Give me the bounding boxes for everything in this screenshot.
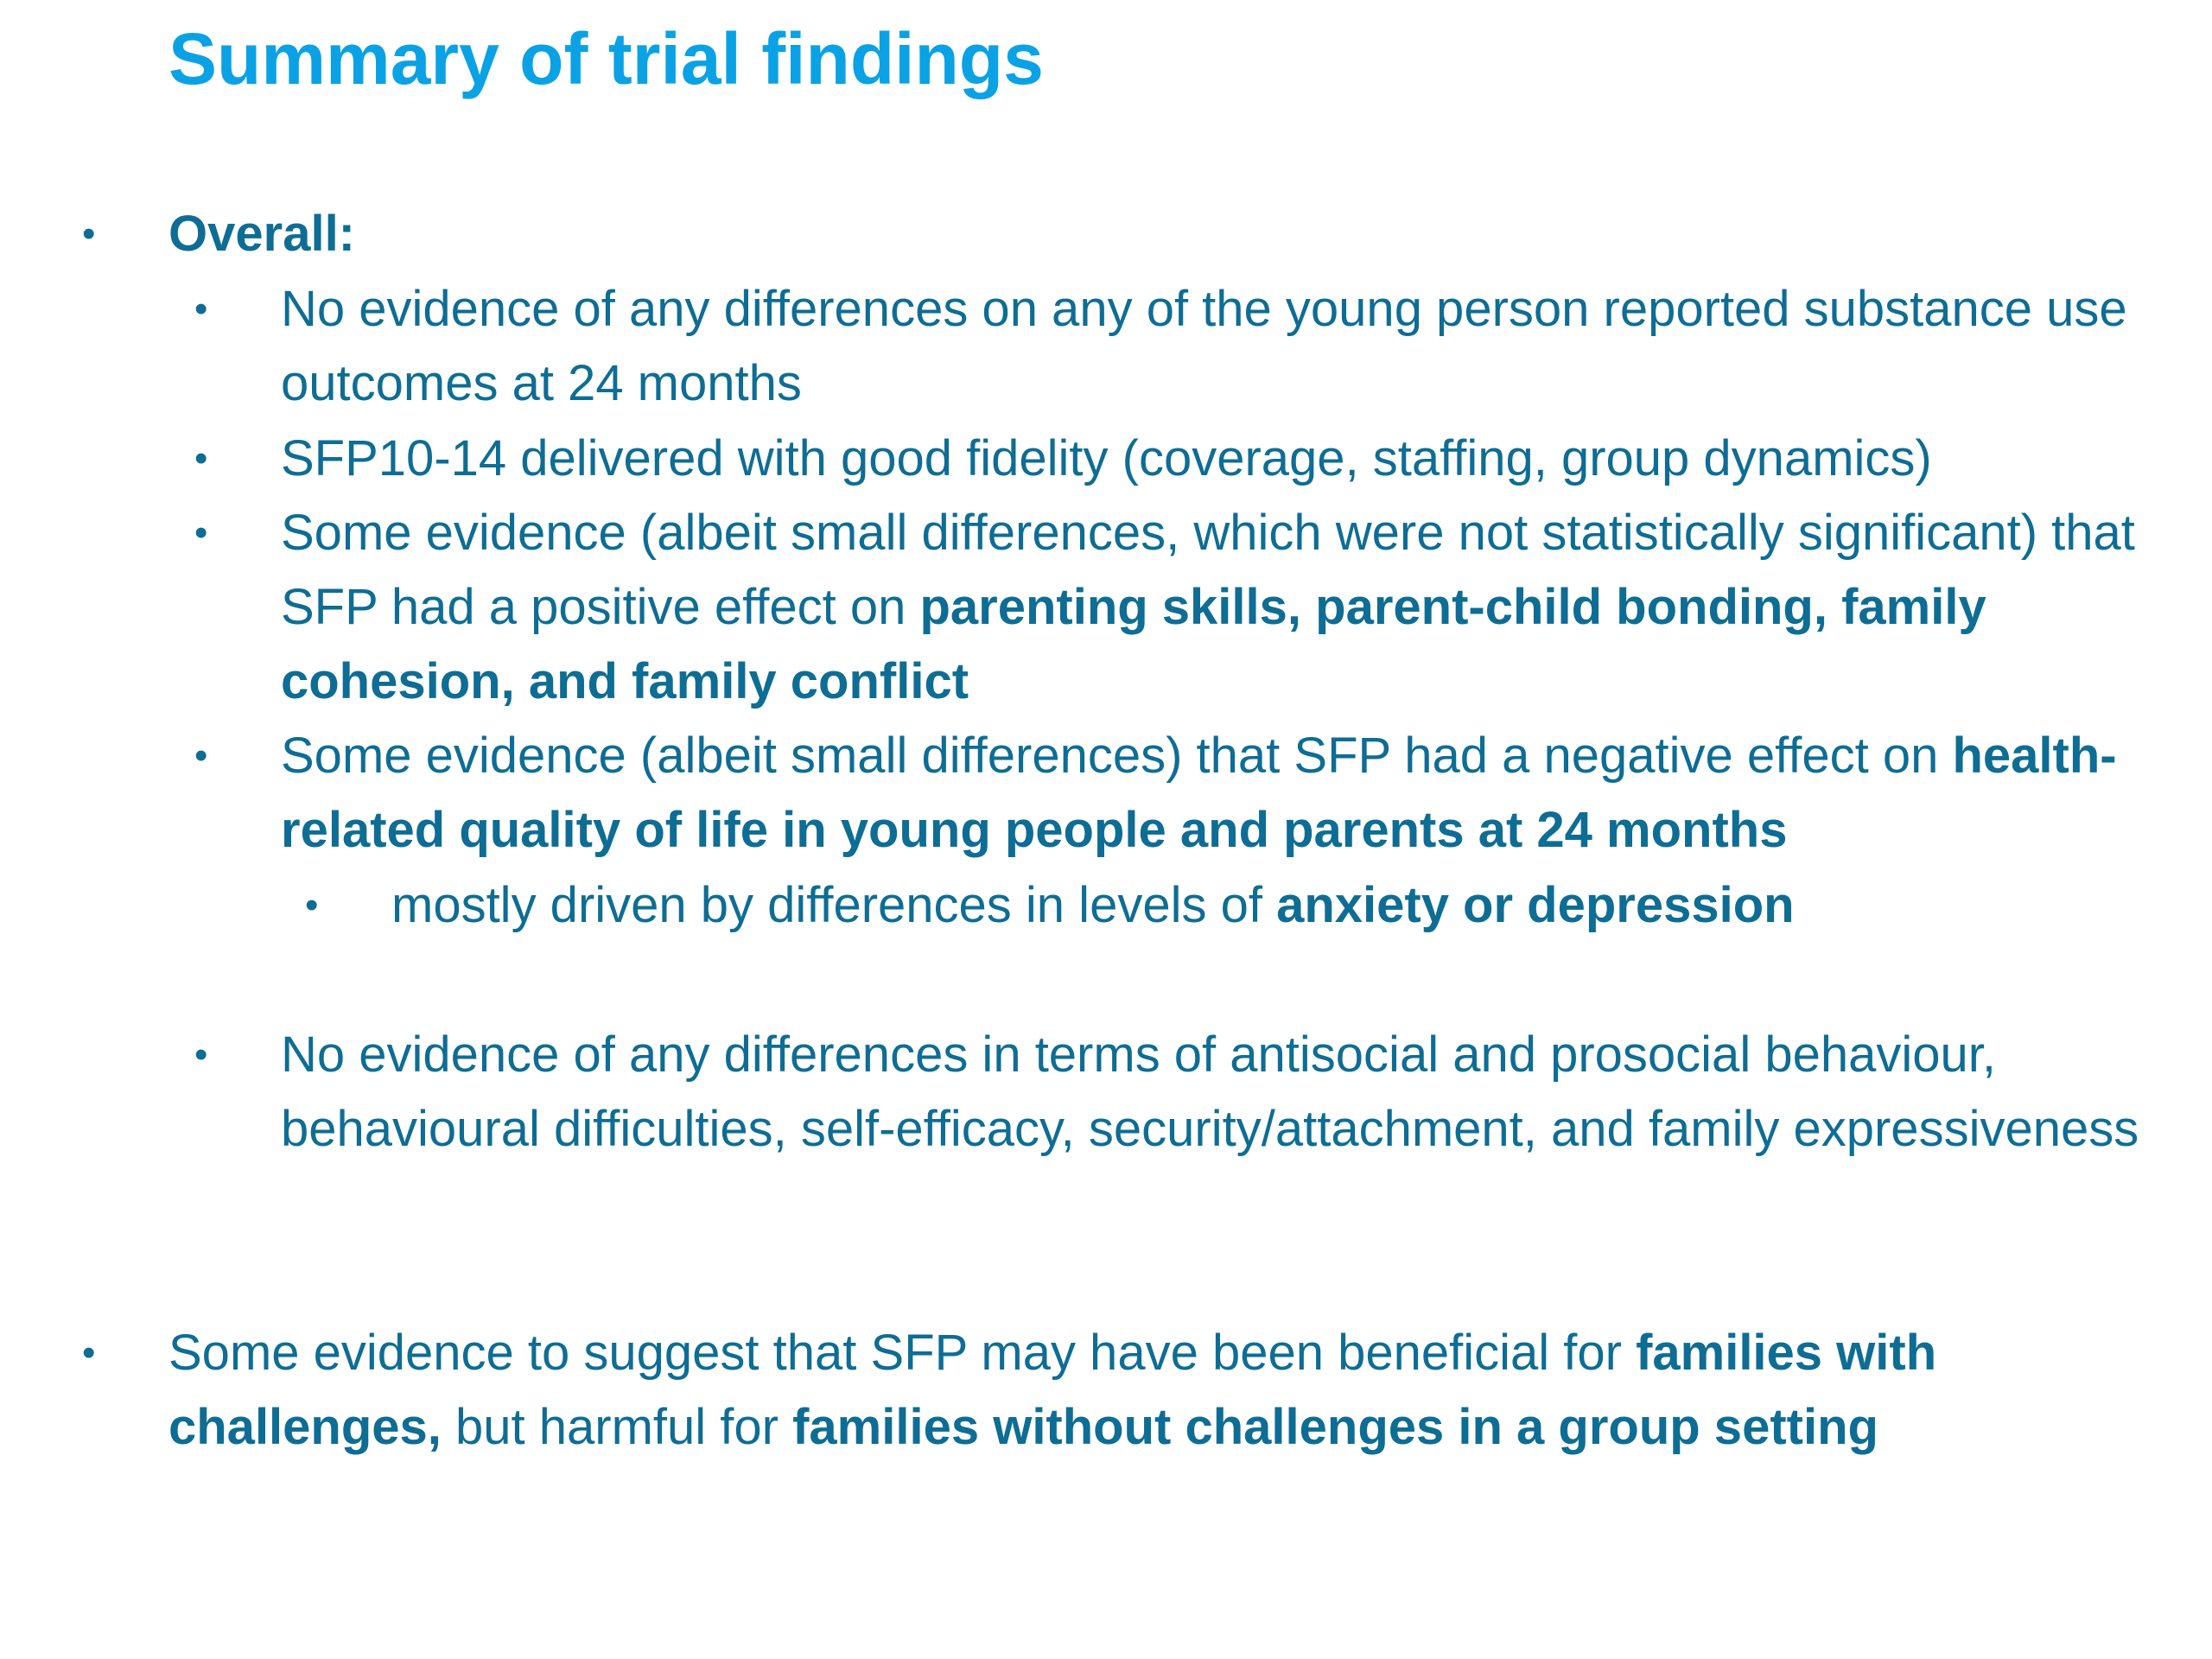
slide-title: Summary of trial findings bbox=[168, 18, 1044, 99]
sub-sub-bullet-bold-text: anxiety or depression bbox=[1276, 877, 1795, 933]
sub-sub-bullet-anxiety bbox=[305, 868, 2189, 943]
bullet-dot: • bbox=[194, 437, 208, 480]
sub-sub-bullet-text: mostly driven by differences in levels of bbox=[391, 877, 1277, 933]
sub-bullet-no-differences bbox=[194, 1018, 2190, 1166]
sub-bullet-text: SFP10-14 delivered with good fidelity (coverage, staffing, group dynamics) bbox=[281, 430, 1932, 486]
bullet-families bbox=[82, 1316, 2156, 1465]
bullet-dot: • bbox=[194, 288, 208, 330]
bullet-dot: • bbox=[82, 213, 96, 255]
bullet-dot: • bbox=[194, 734, 208, 777]
sub-bullet-negative-effect bbox=[194, 719, 2190, 868]
bullet-dot: • bbox=[305, 884, 319, 926]
bullet-dot: • bbox=[194, 512, 208, 554]
sub-bullet-bold-text: parenting skills, parent-child bonding, family cohesion, and family conflict bbox=[281, 579, 1986, 709]
sub-bullet-text: No evidence of any differences in terms of antisocial and prosocial behaviour, behavioural difficulties, self-efficacy, security/attachment, and family expressiveness bbox=[281, 1027, 2139, 1157]
final-bold-1: families with challenges, bbox=[168, 1325, 1937, 1455]
bullet-overall bbox=[82, 197, 2156, 271]
final-bold-2: families without challenges in a group setting bbox=[792, 1399, 1878, 1455]
sub-bullet-fidelity bbox=[194, 422, 2190, 496]
sub-bullet-positive-effect bbox=[194, 496, 2190, 719]
bullet-dot: • bbox=[194, 1033, 208, 1076]
final-text-2: but harmful for bbox=[441, 1399, 793, 1455]
sub-bullet-substance-use bbox=[194, 272, 2190, 421]
overall-label: Overall: bbox=[168, 206, 355, 262]
bullet-dot: • bbox=[82, 1332, 96, 1374]
sub-bullet-text: Some evidence (albeit small differences) that SFP had a negative effect on bbox=[281, 728, 1953, 784]
sub-bullet-bold-text: health-related quality of life in young people and parents at 24 months bbox=[281, 728, 2117, 858]
sub-bullet-text: No evidence of any differences on any of the young person reported substance use outcomes at 24 months bbox=[281, 281, 2127, 411]
final-text-1: Some evidence to suggest that SFP may have been beneficial for bbox=[168, 1325, 1637, 1381]
sub-bullet-text: Some evidence (albeit small differences, which were not statistically significant) that SFP had a positive effect on bbox=[281, 505, 2135, 635]
